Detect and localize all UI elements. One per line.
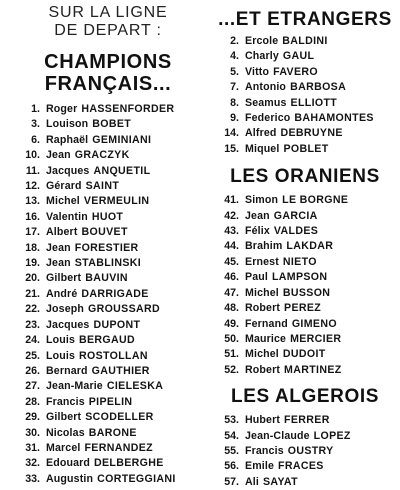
rider-entry — [212, 224, 398, 239]
rider-number: 31. — [25, 441, 40, 454]
rider-first-name: Emile — [245, 460, 275, 473]
rider-last-name: OUSTRY — [287, 444, 334, 457]
rider-entry — [14, 441, 202, 456]
rider-last-name: DEBRUYNE — [280, 127, 343, 140]
rider-entry — [14, 225, 202, 240]
heading-line-1: CHAMPIONS — [44, 51, 172, 73]
rider-number: 29. — [25, 411, 40, 424]
rider-first-name: Jean — [245, 209, 270, 222]
rider-last-name: LAMPSON — [271, 271, 328, 284]
rider-number: 56. — [224, 460, 239, 473]
rider-number: 26. — [25, 364, 40, 377]
rider-entry — [14, 456, 202, 471]
rider-entry — [212, 332, 398, 347]
rider-first-name: Miquel — [245, 142, 280, 155]
rider-number: 4. — [230, 50, 239, 63]
rider-last-name: GARCIA — [273, 209, 318, 222]
rider-entry — [212, 363, 398, 378]
rider-number: 24. — [25, 334, 40, 347]
rider-entry — [212, 255, 398, 270]
rider-first-name: Ercole — [245, 35, 279, 47]
rider-entry — [212, 239, 398, 254]
rider-number: 23. — [25, 318, 40, 331]
rider-entry — [212, 429, 398, 444]
rider-last-name: CORTEGGIANI — [97, 472, 176, 485]
rider-entry — [14, 379, 202, 394]
rider-number: 22. — [25, 303, 40, 316]
rider-number: 8. — [230, 96, 239, 109]
rider-first-name: Michel — [245, 348, 279, 361]
rider-entry — [14, 287, 202, 302]
rider-first-name: Jean — [46, 257, 71, 270]
rider-first-name: Joseph — [46, 303, 84, 316]
rider-last-name: ROSTOLLAN — [79, 349, 148, 362]
rider-number: 46. — [224, 271, 239, 284]
intro-line-2: DE DEPART : — [54, 22, 162, 39]
rider-first-name: Edouard — [46, 457, 91, 470]
rider-number: 54. — [224, 429, 239, 442]
rider-entry — [14, 241, 202, 256]
rider-last-name: FAVERO — [273, 65, 318, 78]
rider-number: 12. — [25, 180, 40, 193]
rider-entry — [212, 475, 398, 490]
rider-last-name: VALDES — [273, 225, 319, 238]
rider-first-name: Michel — [245, 286, 279, 299]
rider-entry — [212, 347, 398, 362]
rider-number: 19. — [25, 257, 40, 270]
rider-first-name: Gilbert — [46, 272, 82, 285]
heading-line-2: FRANÇAIS... — [44, 73, 172, 95]
rider-number: 16. — [25, 210, 40, 223]
rider-last-name: SAYAT — [263, 475, 298, 488]
rider-first-name: André — [46, 287, 78, 300]
rider-last-name: PIPELIN — [88, 395, 133, 408]
rider-last-name: BALDINI — [282, 35, 328, 47]
rider-first-name: Roger — [46, 103, 78, 115]
rider-first-name: Francis — [245, 444, 284, 457]
rider-number: 57. — [224, 475, 239, 488]
rider-entry — [14, 210, 202, 225]
rider-last-name: DARRIGADE — [81, 287, 149, 300]
rider-last-name: ANQUETIL — [93, 164, 151, 177]
rider-number: 10. — [25, 149, 40, 162]
rider-first-name: Jacques — [46, 164, 90, 177]
rider-last-name: SCODELLER — [85, 411, 154, 424]
rider-first-name: Brahim — [245, 240, 283, 253]
rider-last-name: BAHAMONTES — [294, 112, 374, 125]
rider-entry — [14, 333, 202, 348]
rider-last-name: BOUVET — [81, 226, 128, 239]
rider-last-name: GRACZYK — [74, 149, 130, 162]
rider-number: 1. — [31, 103, 40, 115]
rider-number: 53. — [224, 414, 239, 427]
algerois-riders-list — [212, 413, 398, 490]
rider-entry — [14, 302, 202, 317]
rider-first-name: Alfred — [245, 127, 277, 140]
rider-number: 45. — [224, 255, 239, 268]
rider-last-name: DELBERGHE — [94, 457, 164, 470]
rider-first-name: Francis — [46, 395, 85, 408]
rider-number: 21. — [25, 287, 40, 300]
rider-number: 33. — [25, 472, 40, 485]
rider-number: 47. — [224, 286, 239, 299]
rider-first-name: Antonio — [245, 81, 287, 94]
rider-entry — [212, 193, 398, 208]
rider-entry — [212, 65, 398, 80]
foreign-riders-list — [212, 34, 398, 157]
rider-first-name: Maurice — [245, 332, 287, 345]
rider-first-name: Louis — [46, 349, 75, 362]
rider-first-name: Jean-Claude — [245, 429, 310, 442]
rider-entry — [212, 209, 398, 224]
rider-last-name: BARBOSA — [290, 81, 347, 94]
rider-last-name: GEMINIANI — [92, 133, 152, 146]
rider-entry — [212, 126, 398, 141]
rider-number: 30. — [25, 426, 40, 439]
rider-first-name: Jean-Marie — [46, 380, 103, 393]
rider-last-name: BUSSON — [282, 286, 331, 299]
rider-last-name: GAUL — [282, 50, 315, 63]
rider-number: 9. — [230, 112, 239, 125]
rider-number: 2. — [230, 35, 239, 47]
rider-number: 50. — [224, 332, 239, 345]
rider-first-name: Vitto — [245, 65, 270, 78]
rider-entry — [212, 317, 398, 332]
rider-last-name: DUPONT — [93, 318, 141, 331]
rider-entry — [14, 194, 202, 209]
rider-first-name: Simon — [245, 194, 279, 207]
rider-number: 52. — [224, 363, 239, 376]
foreigners-heading: ...ET ETRANGERS — [218, 9, 392, 30]
french-champions-heading — [14, 51, 202, 95]
rider-entry — [212, 49, 398, 64]
rider-number: 48. — [224, 302, 239, 315]
rider-last-name: ELLIOTT — [290, 96, 338, 109]
rider-number: 3. — [31, 118, 40, 131]
rider-last-name: BERGAUD — [79, 334, 136, 347]
rider-first-name: Louison — [46, 118, 89, 131]
rider-entry — [14, 426, 202, 441]
rider-first-name: Nicolas — [46, 426, 85, 439]
rider-number: 6. — [31, 133, 40, 146]
rider-entry — [212, 96, 398, 111]
rider-first-name: Jean — [46, 149, 71, 162]
rider-first-name: Valentin — [46, 210, 88, 223]
rider-number: 14. — [224, 127, 239, 140]
rider-last-name: GAUTHIER — [91, 364, 150, 377]
rider-number: 42. — [224, 209, 239, 222]
rider-entry — [212, 142, 398, 157]
rider-last-name: PEREZ — [284, 302, 322, 315]
intro-line-1: SUR LA LIGNE — [48, 4, 168, 21]
rider-first-name: Michel — [46, 195, 80, 208]
french-champions-column — [14, 0, 202, 487]
rider-last-name: LE BORGNE — [282, 194, 349, 207]
rider-number: 5. — [230, 65, 239, 78]
rider-last-name: SAINT — [85, 180, 120, 193]
rider-first-name: Gérard — [46, 180, 82, 193]
rider-number: 49. — [224, 317, 239, 330]
rider-last-name: MARTINEZ — [284, 363, 342, 376]
rider-entry — [14, 179, 202, 194]
rider-last-name: DUDOIT — [282, 348, 326, 361]
rider-entry — [212, 80, 398, 95]
rider-first-name: Robert — [245, 363, 281, 376]
rider-entry — [212, 301, 398, 316]
rider-first-name: Bernard — [46, 364, 88, 377]
rider-entry — [212, 413, 398, 428]
rider-entry — [14, 102, 202, 117]
rider-first-name: Gilbert — [46, 411, 82, 424]
rider-first-name: Jacques — [46, 318, 90, 331]
rider-last-name: LAKDAR — [286, 240, 334, 253]
rider-number: 20. — [25, 272, 40, 285]
rider-first-name: Albert — [46, 226, 78, 239]
rider-last-name: CIELESKA — [106, 380, 164, 393]
rider-number: 41. — [224, 194, 239, 207]
rider-entry — [14, 364, 202, 379]
rider-number: 7. — [230, 81, 239, 94]
rider-entry — [14, 133, 202, 148]
rider-entry — [14, 410, 202, 425]
rider-entry — [14, 271, 202, 286]
rider-first-name: Fernand — [245, 317, 288, 330]
rider-last-name: STABLINSKI — [74, 257, 142, 270]
rider-last-name: HASSENFORDER — [81, 103, 175, 115]
rider-first-name: Federico — [245, 112, 291, 125]
french-riders-list — [14, 102, 202, 487]
rider-last-name: GROUSSARD — [88, 303, 161, 316]
rider-first-name: Paul — [245, 271, 268, 284]
rider-last-name: BAUVIN — [85, 272, 128, 285]
rider-first-name: Augustin — [46, 472, 94, 485]
rider-entry — [14, 472, 202, 487]
rider-first-name: Louis — [46, 334, 75, 347]
rider-last-name: MERCIER — [290, 332, 342, 345]
rider-first-name: Marcel — [46, 441, 81, 454]
rider-entry — [212, 111, 398, 126]
rider-last-name: HUOT — [91, 210, 124, 223]
rider-first-name: Ernest — [245, 255, 279, 268]
algerois-heading: LES ALGEROIS — [231, 386, 379, 408]
rider-number: 28. — [25, 395, 40, 408]
rider-last-name: BARONE — [88, 426, 137, 439]
rider-last-name: FORESTIER — [74, 241, 139, 254]
rider-first-name: Jean — [46, 241, 71, 254]
oranais-riders-list — [212, 193, 398, 378]
rider-number: 13. — [25, 195, 40, 208]
rider-first-name: Raphaël — [46, 133, 89, 146]
rider-entry — [212, 270, 398, 285]
rider-number: 15. — [224, 142, 239, 155]
rider-last-name: FRACES — [278, 460, 324, 473]
rider-first-name: Robert — [245, 302, 281, 315]
rider-number: 27. — [25, 380, 40, 393]
rider-first-name: Ali — [245, 475, 259, 488]
rider-last-name: POBLET — [283, 142, 329, 155]
rider-last-name: FERRER — [284, 414, 330, 427]
rider-entry — [14, 318, 202, 333]
rider-last-name: GIMENO — [291, 317, 337, 330]
rider-last-name: FERNANDEZ — [84, 441, 153, 454]
rider-entry — [14, 148, 202, 163]
rider-number: 55. — [224, 444, 239, 457]
rider-entry — [212, 459, 398, 474]
rider-number: 11. — [25, 164, 40, 177]
rider-first-name: Hubert — [245, 414, 281, 427]
rider-first-name: Seamus — [245, 96, 287, 109]
intro-heading — [14, 4, 202, 40]
rider-number: 51. — [224, 348, 239, 361]
rider-number: 25. — [25, 349, 40, 362]
oranais-heading: LES ORANIENS — [230, 166, 380, 188]
rider-entry — [14, 256, 202, 271]
rider-last-name: LOPEZ — [313, 429, 351, 442]
rider-number: 32. — [25, 457, 40, 470]
rider-entry — [212, 286, 398, 301]
rider-number: 44. — [224, 240, 239, 253]
rider-last-name: BOBET — [92, 118, 132, 131]
rider-first-name: Charly — [245, 50, 279, 63]
rider-first-name: Félix — [245, 225, 270, 238]
rider-last-name: NIETO — [282, 255, 317, 268]
rider-entry — [14, 349, 202, 364]
other-riders-column — [212, 0, 398, 490]
rider-entry — [212, 444, 398, 459]
rider-entry — [212, 34, 398, 49]
rider-entry — [14, 164, 202, 179]
rider-number: 18. — [25, 241, 40, 254]
rider-number: 43. — [224, 225, 239, 238]
rider-number: 17. — [25, 226, 40, 239]
rider-last-name: VERMEULIN — [83, 195, 150, 208]
rider-entry — [14, 117, 202, 132]
rider-entry — [14, 395, 202, 410]
